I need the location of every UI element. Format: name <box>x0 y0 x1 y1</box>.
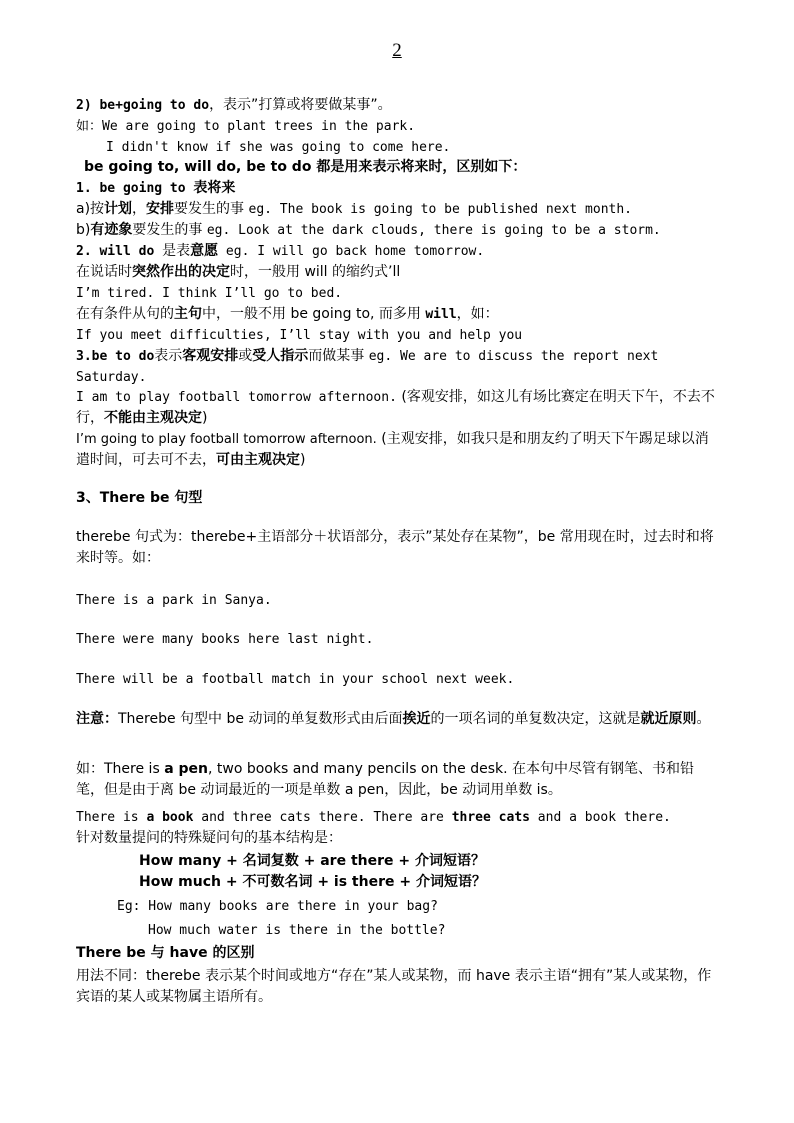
point-heading: 2. will do 是表意愿 eg. I will go back home tomorrow. <box>76 243 485 259</box>
point-heading: 1. be going to 表将来 <box>76 180 236 196</box>
note-paragraph: 注意：Therebe 句型中 be 动词的单复数形式由后面挨近的一项名词的单复数决定，这就是就近原则。 <box>76 711 711 727</box>
summary-line: be going to, will do, be to do 都是用来表示将来时，区别如下： <box>84 159 527 175</box>
point-item: b)有迹象要发生的事 eg. Look at the dark clouds, there is going to be a storm. <box>76 222 661 238</box>
paragraph: 针对数量提问的特殊疑问句的基本结构是： <box>76 830 342 846</box>
paragraph: 如：There is a pen, two books and many pencils on the desk. 在本句中尽管有钢笔、书和铅笔，但是由于离 be 动词最近的一项是单数 a pen，因此，be 动词用单数 is。 <box>76 761 695 798</box>
section-heading-there-be: 3、There be 句型 <box>76 490 203 506</box>
example-line: Eg: How many books are there in your bag? <box>117 899 438 914</box>
example-line: I’m tired. I think I’ll go to bed. <box>76 286 343 301</box>
formula-line: How much + 不可数名词 + is there + 介词短语？ <box>139 874 486 890</box>
example-line: How much water is there in the bottle? <box>148 923 446 938</box>
example-line: I am to play football tomorrow afternoon. (客观安排，如这儿有场比赛定在明天下午，不去不行，不能由主观决定) <box>76 389 715 426</box>
subsection-heading: There be 与 have 的区别 <box>76 945 255 961</box>
page-number: 2 <box>392 40 402 61</box>
example-line: There is a book and three cats there. There are three cats and a book there. <box>76 810 671 825</box>
paragraph: therebe 句式为：therebe+主语部分＋状语部分，表示”某处存在某物”，be 常用现在时，过去时和将来时等。如： <box>76 529 714 566</box>
formula-line: How many + 名词复数 + are there + 介词短语？ <box>139 853 485 869</box>
example-line: I didn't know if she was going to come here. <box>106 140 451 155</box>
paragraph: 用法不同：therebe 表示某个时间或地方“存在”某人或某物，而 have 表示主语“拥有”某人或某物，作宾语的某人或某物属主语所有。 <box>76 968 712 1005</box>
point-item: a)按计划，安排要发生的事 eg. The book is going to be published next month. <box>76 201 633 217</box>
example-line: There is a park in Sanya. <box>76 593 272 608</box>
example-line: There were many books here last night. <box>76 632 374 647</box>
example-line: There will be a football match in your school next week. <box>76 672 515 687</box>
point-item: 在说话时突然作出的决定时，一般用 will 的缩约式’ll <box>76 264 401 280</box>
example-line: I’m going to play football tomorrow afternoon. (主观安排，如我只是和朋友约了明天下午踢足球以消遣时间，可去可不去，可由主观决定) <box>76 431 709 468</box>
example-line: 如：We are going to plant trees in the park. <box>76 119 416 134</box>
point-item: 在有条件从句的主句中，一般不用 be going to, 而多用 will，如： <box>76 306 499 322</box>
example-line: If you meet difficulties, I’ll stay with you and help you <box>76 328 523 343</box>
point-heading: 3.be to do表示客观安排或受人指示而做某事 eg. We are to discuss the report next Saturday. <box>76 348 659 385</box>
section-heading-be-going-to: 2) be+going to do，表示”打算或将要做某事”。 <box>76 97 392 113</box>
